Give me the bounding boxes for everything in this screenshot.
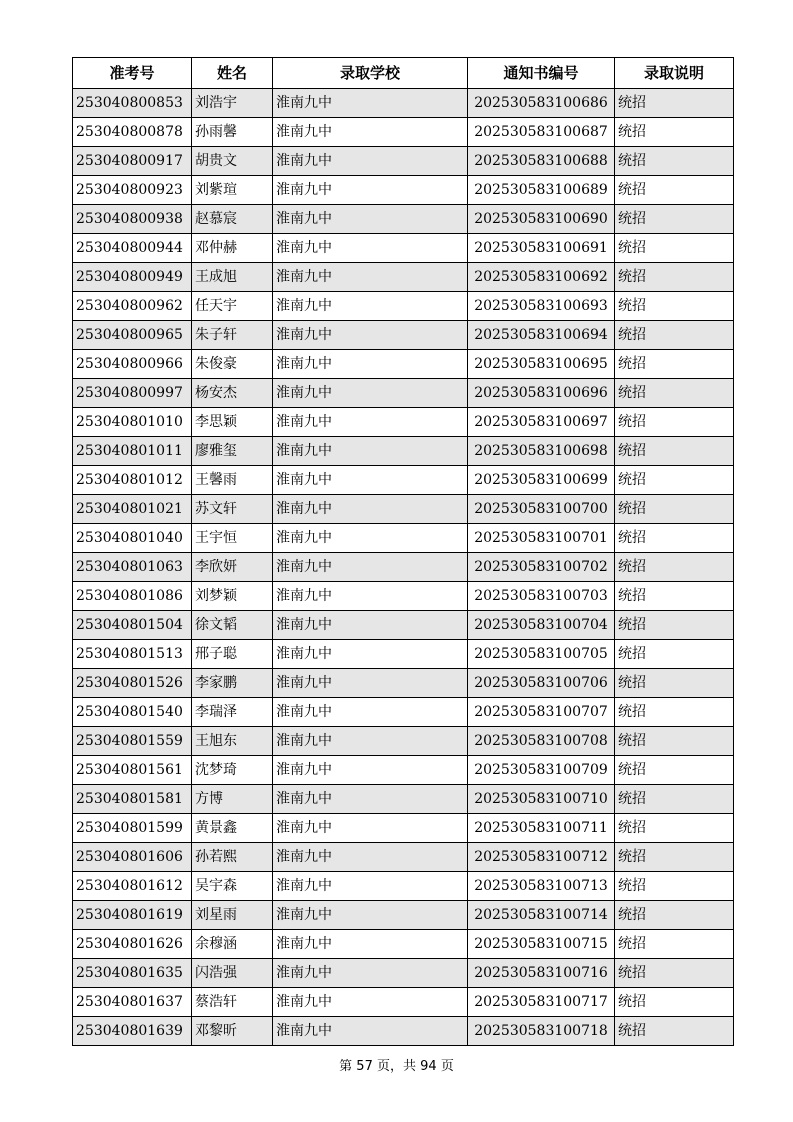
header-row xyxy=(73,58,734,89)
cell-school: 淮南九中 xyxy=(273,379,468,408)
cell-name: 徐文韬 xyxy=(192,611,273,640)
cell-notice-number: 202530583100700 xyxy=(468,495,615,524)
header-exam-number: 准考号 xyxy=(73,58,192,89)
cell-school: 淮南九中 xyxy=(273,205,468,234)
cell-remark: 统招 xyxy=(615,234,734,263)
cell-notice-number: 202530583100698 xyxy=(468,437,615,466)
cell-exam-number: 253040801540 xyxy=(73,698,192,727)
cell-exam-number: 253040801012 xyxy=(73,466,192,495)
table-row xyxy=(73,495,734,524)
cell-remark: 统招 xyxy=(615,379,734,408)
cell-exam-number: 253040800917 xyxy=(73,147,192,176)
cell-notice-number: 202530583100690 xyxy=(468,205,615,234)
table-row xyxy=(73,785,734,814)
cell-exam-number: 253040801561 xyxy=(73,756,192,785)
cell-notice-number: 202530583100697 xyxy=(468,408,615,437)
cell-name: 杨安杰 xyxy=(192,379,273,408)
cell-notice-number: 202530583100717 xyxy=(468,988,615,1017)
cell-school: 淮南九中 xyxy=(273,524,468,553)
cell-remark: 统招 xyxy=(615,698,734,727)
cell-school: 淮南九中 xyxy=(273,234,468,263)
cell-name: 余穆涵 xyxy=(192,930,273,959)
cell-school: 淮南九中 xyxy=(273,466,468,495)
cell-school: 淮南九中 xyxy=(273,89,468,118)
cell-name: 赵慕宸 xyxy=(192,205,273,234)
cell-notice-number: 202530583100699 xyxy=(468,466,615,495)
cell-exam-number: 253040801639 xyxy=(73,1017,192,1046)
cell-name: 王成旭 xyxy=(192,263,273,292)
cell-remark: 统招 xyxy=(615,901,734,930)
cell-notice-number: 202530583100705 xyxy=(468,640,615,669)
table-row xyxy=(73,292,734,321)
cell-school: 淮南九中 xyxy=(273,669,468,698)
cell-exam-number: 253040800923 xyxy=(73,176,192,205)
footer-page-number: 57 xyxy=(356,1059,373,1074)
cell-exam-number: 253040800878 xyxy=(73,118,192,147)
cell-name: 苏文轩 xyxy=(192,495,273,524)
cell-remark: 统招 xyxy=(615,205,734,234)
cell-school: 淮南九中 xyxy=(273,437,468,466)
cell-notice-number: 202530583100688 xyxy=(468,147,615,176)
cell-school: 淮南九中 xyxy=(273,843,468,872)
cell-exam-number: 253040800949 xyxy=(73,263,192,292)
cell-exam-number: 253040801504 xyxy=(73,611,192,640)
cell-name: 李瑞泽 xyxy=(192,698,273,727)
cell-school: 淮南九中 xyxy=(273,988,468,1017)
footer-middle: 页，共 xyxy=(376,1059,416,1074)
cell-remark: 统招 xyxy=(615,495,734,524)
cell-remark: 统招 xyxy=(615,524,734,553)
cell-school: 淮南九中 xyxy=(273,756,468,785)
cell-school: 淮南九中 xyxy=(273,785,468,814)
cell-remark: 统招 xyxy=(615,147,734,176)
cell-school: 淮南九中 xyxy=(273,901,468,930)
cell-exam-number: 253040800938 xyxy=(73,205,192,234)
cell-name: 孙若熙 xyxy=(192,843,273,872)
cell-remark: 统招 xyxy=(615,611,734,640)
cell-school: 淮南九中 xyxy=(273,872,468,901)
cell-school: 淮南九中 xyxy=(273,1017,468,1046)
cell-notice-number: 202530583100706 xyxy=(468,669,615,698)
cell-name: 黄景鑫 xyxy=(192,814,273,843)
cell-remark: 统招 xyxy=(615,263,734,292)
cell-exam-number: 253040801559 xyxy=(73,727,192,756)
header-school: 录取学校 xyxy=(273,58,468,89)
cell-exam-number: 253040800962 xyxy=(73,292,192,321)
cell-remark: 统招 xyxy=(615,176,734,205)
cell-exam-number: 253040801063 xyxy=(73,553,192,582)
table-row xyxy=(73,988,734,1017)
cell-notice-number: 202530583100695 xyxy=(468,350,615,379)
header-name: 姓名 xyxy=(192,58,273,89)
table-row xyxy=(73,669,734,698)
cell-name: 刘紫瑄 xyxy=(192,176,273,205)
cell-remark: 统招 xyxy=(615,118,734,147)
cell-exam-number: 253040801619 xyxy=(73,901,192,930)
cell-exam-number: 253040801040 xyxy=(73,524,192,553)
cell-remark: 统招 xyxy=(615,553,734,582)
table-row xyxy=(73,872,734,901)
cell-remark: 统招 xyxy=(615,814,734,843)
cell-exam-number: 253040801637 xyxy=(73,988,192,1017)
cell-name: 闪浩强 xyxy=(192,959,273,988)
cell-name: 邓黎昕 xyxy=(192,1017,273,1046)
cell-notice-number: 202530583100713 xyxy=(468,872,615,901)
cell-name: 王旭东 xyxy=(192,727,273,756)
cell-notice-number: 202530583100693 xyxy=(468,292,615,321)
cell-notice-number: 202530583100709 xyxy=(468,756,615,785)
table-row xyxy=(73,727,734,756)
cell-name: 方博 xyxy=(192,785,273,814)
cell-exam-number: 253040801086 xyxy=(73,582,192,611)
table-row xyxy=(73,466,734,495)
table-row xyxy=(73,437,734,466)
cell-notice-number: 202530583100716 xyxy=(468,959,615,988)
table-row xyxy=(73,698,734,727)
header-notice-number: 通知书编号 xyxy=(468,58,615,89)
cell-remark: 统招 xyxy=(615,843,734,872)
cell-exam-number: 253040800997 xyxy=(73,379,192,408)
cell-remark: 统招 xyxy=(615,872,734,901)
cell-notice-number: 202530583100718 xyxy=(468,1017,615,1046)
cell-remark: 统招 xyxy=(615,1017,734,1046)
cell-name: 刘浩宇 xyxy=(192,89,273,118)
cell-remark: 统招 xyxy=(615,727,734,756)
cell-remark: 统招 xyxy=(615,930,734,959)
cell-name: 朱俊豪 xyxy=(192,350,273,379)
table-row xyxy=(73,234,734,263)
cell-name: 孙雨馨 xyxy=(192,118,273,147)
cell-exam-number: 253040801612 xyxy=(73,872,192,901)
cell-notice-number: 202530583100715 xyxy=(468,930,615,959)
table-row xyxy=(73,901,734,930)
table-row xyxy=(73,814,734,843)
header-remark: 录取说明 xyxy=(615,58,734,89)
cell-notice-number: 202530583100689 xyxy=(468,176,615,205)
table-row xyxy=(73,640,734,669)
cell-school: 淮南九中 xyxy=(273,292,468,321)
cell-notice-number: 202530583100711 xyxy=(468,814,615,843)
footer-suffix: 页 xyxy=(440,1059,454,1074)
cell-remark: 统招 xyxy=(615,582,734,611)
footer-prefix: 第 xyxy=(339,1059,353,1074)
cell-school: 淮南九中 xyxy=(273,640,468,669)
cell-remark: 统招 xyxy=(615,437,734,466)
cell-school: 淮南九中 xyxy=(273,350,468,379)
cell-remark: 统招 xyxy=(615,669,734,698)
cell-name: 郉子聪 xyxy=(192,640,273,669)
cell-exam-number: 253040801010 xyxy=(73,408,192,437)
cell-school: 淮南九中 xyxy=(273,582,468,611)
cell-exam-number: 253040800966 xyxy=(73,350,192,379)
cell-name: 刘梦颖 xyxy=(192,582,273,611)
cell-name: 王宇恒 xyxy=(192,524,273,553)
cell-school: 淮南九中 xyxy=(273,176,468,205)
cell-remark: 统招 xyxy=(615,988,734,1017)
table-row xyxy=(73,611,734,640)
admission-table xyxy=(72,57,734,1046)
cell-notice-number: 202530583100714 xyxy=(468,901,615,930)
cell-remark: 统招 xyxy=(615,408,734,437)
cell-school: 淮南九中 xyxy=(273,495,468,524)
footer-total-pages: 94 xyxy=(420,1059,437,1074)
cell-remark: 统招 xyxy=(615,466,734,495)
cell-exam-number: 253040801011 xyxy=(73,437,192,466)
cell-notice-number: 202530583100710 xyxy=(468,785,615,814)
cell-remark: 统招 xyxy=(615,292,734,321)
table-row xyxy=(73,350,734,379)
cell-name: 沈梦琦 xyxy=(192,756,273,785)
cell-name: 王馨雨 xyxy=(192,466,273,495)
cell-remark: 统招 xyxy=(615,89,734,118)
table-row xyxy=(73,930,734,959)
cell-school: 淮南九中 xyxy=(273,930,468,959)
cell-exam-number: 253040801513 xyxy=(73,640,192,669)
table-row xyxy=(73,176,734,205)
cell-name: 吴宇森 xyxy=(192,872,273,901)
table-row xyxy=(73,321,734,350)
table-row xyxy=(73,756,734,785)
cell-school: 淮南九中 xyxy=(273,321,468,350)
table-row xyxy=(73,147,734,176)
cell-notice-number: 202530583100704 xyxy=(468,611,615,640)
cell-exam-number: 253040801581 xyxy=(73,785,192,814)
table-row xyxy=(73,379,734,408)
cell-name: 朱子轩 xyxy=(192,321,273,350)
cell-remark: 统招 xyxy=(615,350,734,379)
cell-exam-number: 253040801599 xyxy=(73,814,192,843)
cell-remark: 统招 xyxy=(615,321,734,350)
cell-school: 淮南九中 xyxy=(273,553,468,582)
cell-exam-number: 253040801606 xyxy=(73,843,192,872)
cell-exam-number: 253040801526 xyxy=(73,669,192,698)
cell-school: 淮南九中 xyxy=(273,263,468,292)
cell-exam-number: 253040800853 xyxy=(73,89,192,118)
cell-name: 李欣妍 xyxy=(192,553,273,582)
cell-remark: 统招 xyxy=(615,785,734,814)
cell-notice-number: 202530583100686 xyxy=(468,89,615,118)
cell-notice-number: 202530583100687 xyxy=(468,118,615,147)
cell-notice-number: 202530583100707 xyxy=(468,698,615,727)
cell-school: 淮南九中 xyxy=(273,408,468,437)
cell-remark: 统招 xyxy=(615,959,734,988)
cell-notice-number: 202530583100712 xyxy=(468,843,615,872)
cell-school: 淮南九中 xyxy=(273,698,468,727)
cell-exam-number: 253040800965 xyxy=(73,321,192,350)
cell-notice-number: 202530583100708 xyxy=(468,727,615,756)
cell-notice-number: 202530583100691 xyxy=(468,234,615,263)
table-row xyxy=(73,553,734,582)
cell-notice-number: 202530583100703 xyxy=(468,582,615,611)
cell-name: 蔡浩轩 xyxy=(192,988,273,1017)
cell-name: 任天宇 xyxy=(192,292,273,321)
cell-name: 李家鹏 xyxy=(192,669,273,698)
table-row xyxy=(73,408,734,437)
table-row xyxy=(73,582,734,611)
cell-notice-number: 202530583100696 xyxy=(468,379,615,408)
cell-exam-number: 253040801021 xyxy=(73,495,192,524)
cell-school: 淮南九中 xyxy=(273,814,468,843)
table-row xyxy=(73,89,734,118)
cell-school: 淮南九中 xyxy=(273,727,468,756)
table-row xyxy=(73,205,734,234)
cell-exam-number: 253040801635 xyxy=(73,959,192,988)
table-row xyxy=(73,263,734,292)
cell-name: 李思颖 xyxy=(192,408,273,437)
cell-name: 邓仲赫 xyxy=(192,234,273,263)
cell-school: 淮南九中 xyxy=(273,147,468,176)
cell-notice-number: 202530583100702 xyxy=(468,553,615,582)
cell-notice-number: 202530583100701 xyxy=(468,524,615,553)
table-row xyxy=(73,524,734,553)
table-row xyxy=(73,959,734,988)
cell-exam-number: 253040801626 xyxy=(73,930,192,959)
page-footer xyxy=(0,1055,793,1074)
cell-school: 淮南九中 xyxy=(273,118,468,147)
cell-name: 刘星雨 xyxy=(192,901,273,930)
cell-exam-number: 253040800944 xyxy=(73,234,192,263)
cell-notice-number: 202530583100694 xyxy=(468,321,615,350)
table-row xyxy=(73,843,734,872)
cell-remark: 统招 xyxy=(615,640,734,669)
table-row xyxy=(73,1017,734,1046)
table-row xyxy=(73,118,734,147)
cell-remark: 统招 xyxy=(615,756,734,785)
cell-school: 淮南九中 xyxy=(273,959,468,988)
cell-school: 淮南九中 xyxy=(273,611,468,640)
cell-name: 廖雅玺 xyxy=(192,437,273,466)
cell-name: 胡贵文 xyxy=(192,147,273,176)
cell-notice-number: 202530583100692 xyxy=(468,263,615,292)
